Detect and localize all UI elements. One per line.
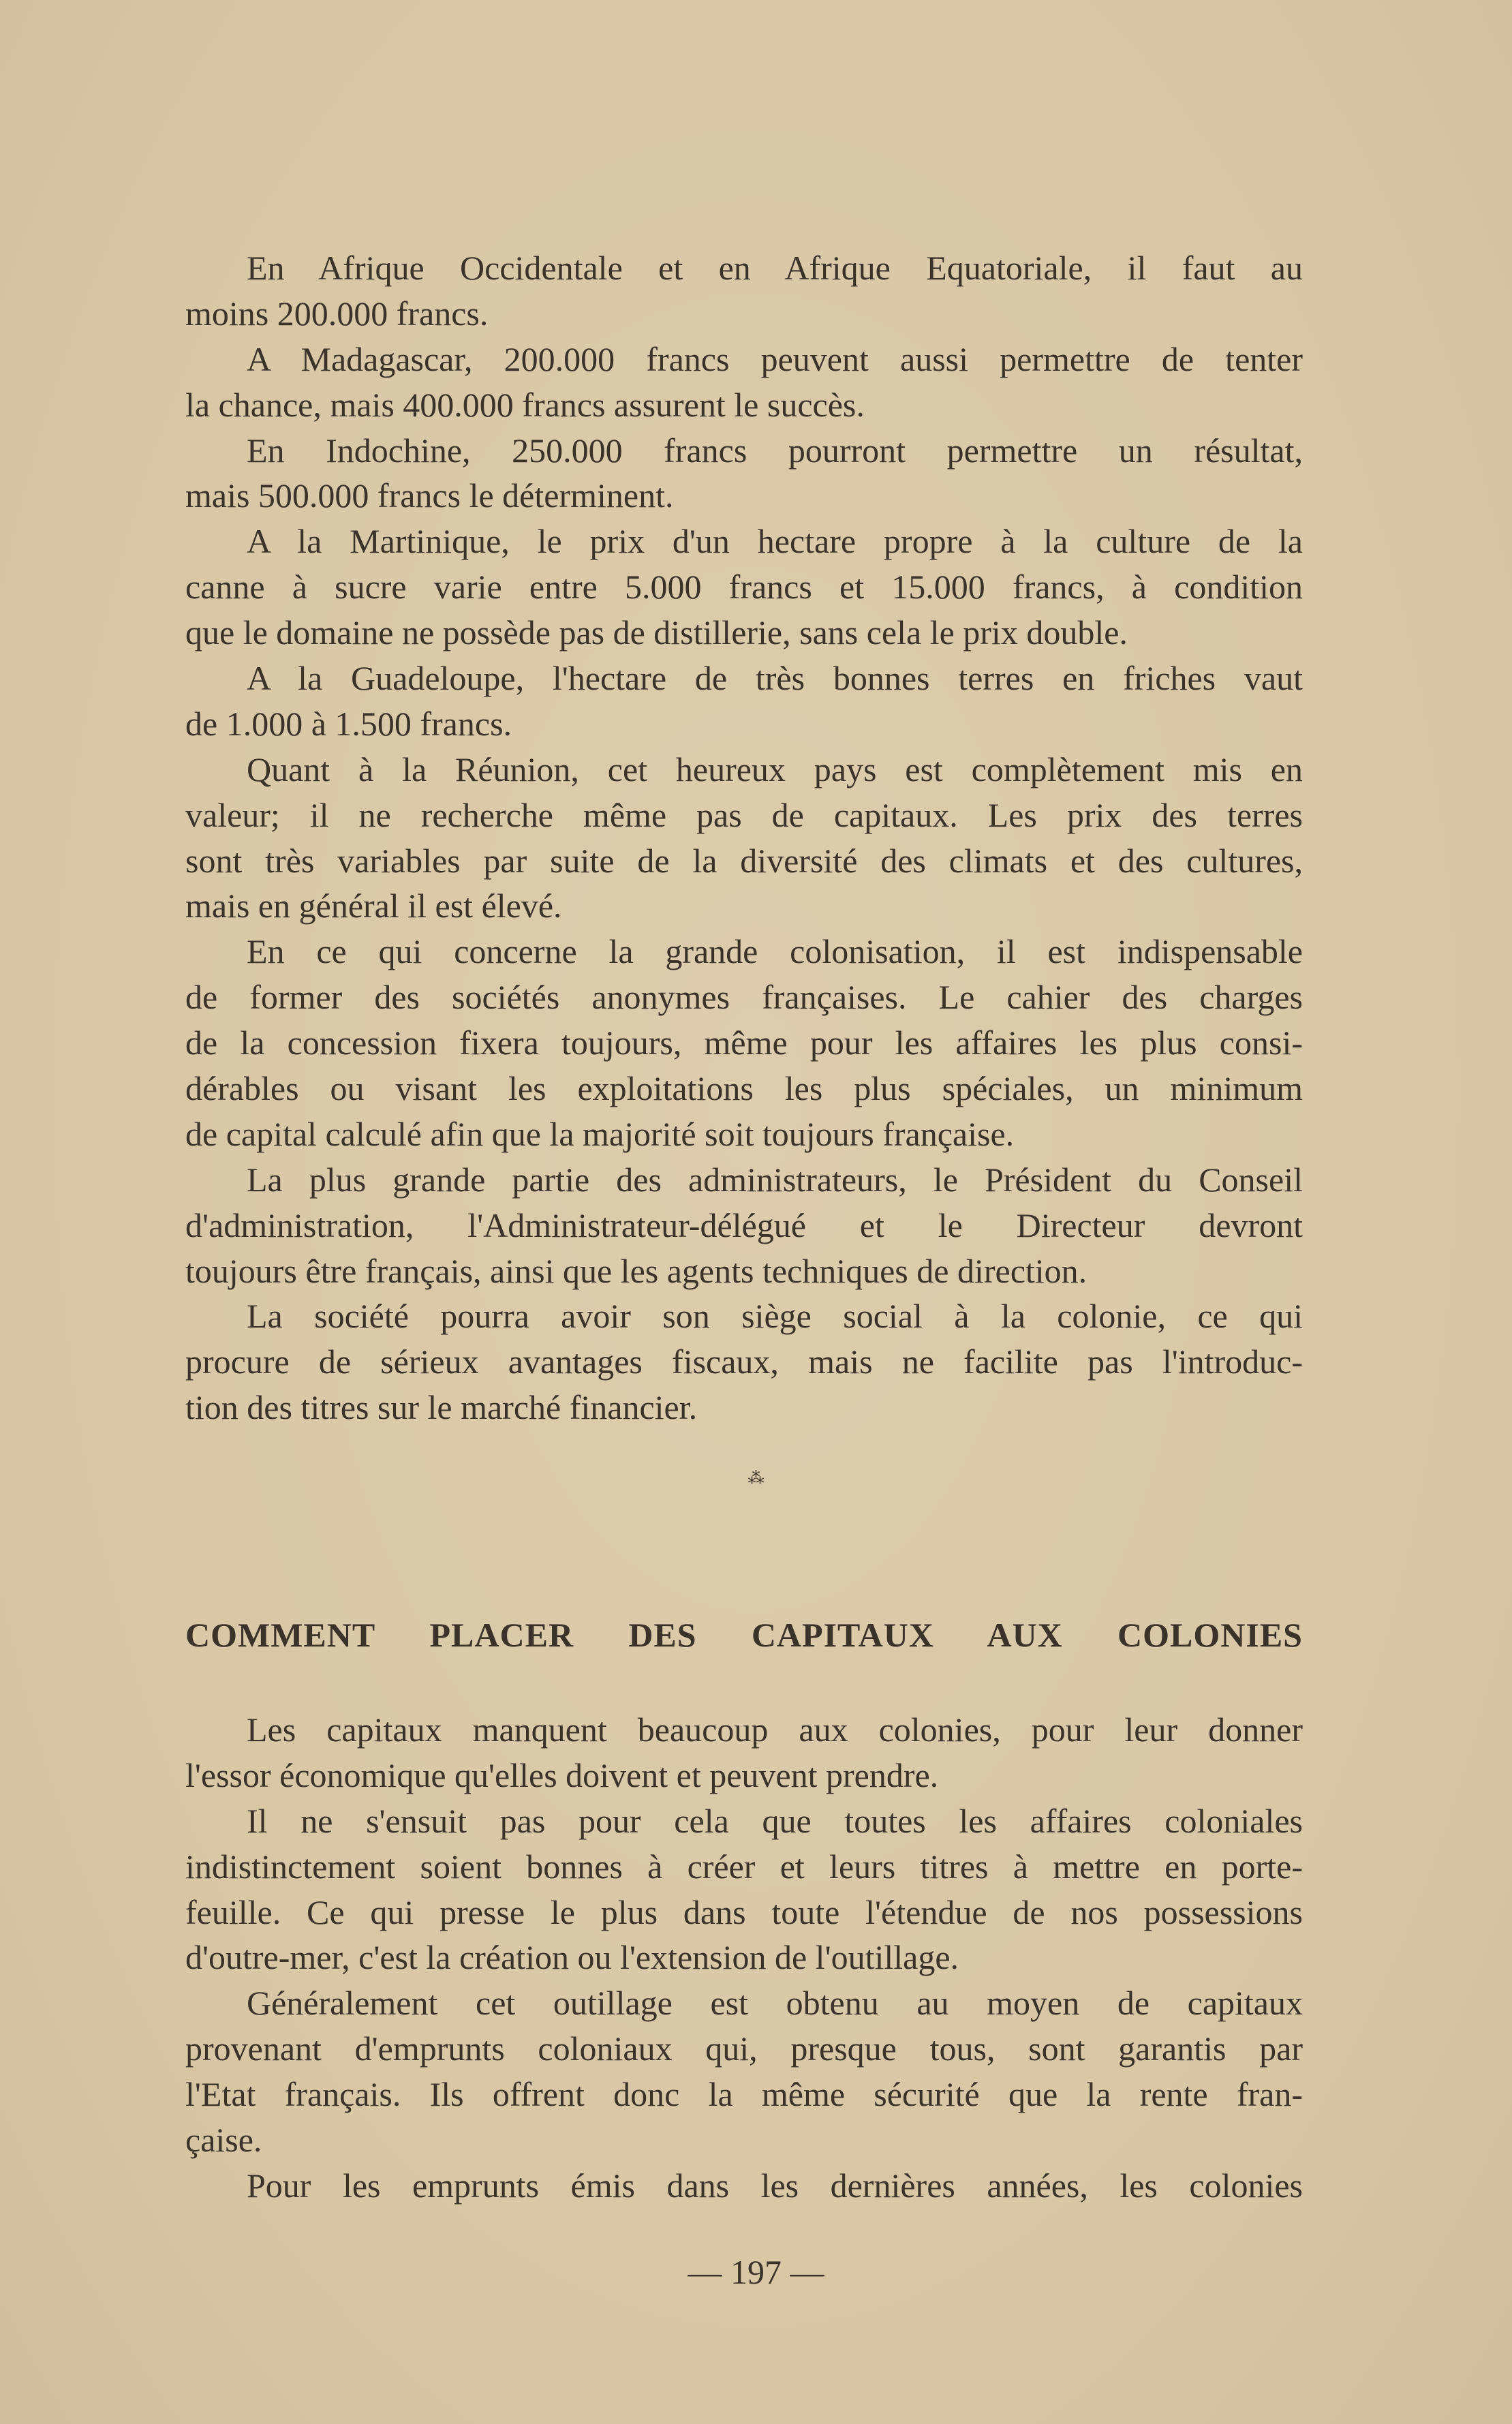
text-line: Quant à la Réunion, cet heureux pays est complètement mis en bbox=[247, 750, 1303, 788]
text-line: de former des sociétés anonymes françaises. Le cahier des charges bbox=[185, 978, 1303, 1017]
paragraph bbox=[185, 2163, 1303, 2209]
text-line: feuille. Ce qui presse le plus dans toute l'étendue de nos possessions bbox=[185, 1892, 1303, 1931]
paragraph bbox=[185, 1798, 1303, 1981]
paragraph bbox=[185, 1980, 1303, 2163]
text-line: d'administration, l'Administrateur-délégué et le Directeur devront bbox=[185, 1206, 1303, 1244]
text-line: En ce qui concerne la grande colonisation, il est indispensable bbox=[247, 932, 1303, 971]
text-line: de la concession fixera toujours, même pour les affaires les plus consi- bbox=[185, 1024, 1303, 1062]
text-line: toujours être français, ainsi que les agents techniques de direction. bbox=[185, 1251, 1087, 1290]
text-line: procure de sérieux avantages fiscaux, mais ne facilite pas l'introduc- bbox=[185, 1343, 1303, 1381]
paragraph bbox=[185, 656, 1303, 747]
text-line: çaise. bbox=[185, 2121, 262, 2160]
text-line: Les capitaux manquent beaucoup aux colonies, pour leur donner bbox=[247, 1710, 1303, 1749]
text-line: A Madagascar, 200.000 francs peuvent aussi permettre de tenter bbox=[247, 339, 1303, 378]
text-line: mais en général il est élevé. bbox=[185, 887, 562, 925]
text-line: moins 200.000 francs. bbox=[185, 294, 489, 333]
page-number: — 197 — bbox=[688, 2253, 824, 2291]
paragraph bbox=[185, 1293, 1303, 1430]
text-line: tion des titres sur le marché financier. bbox=[185, 1388, 698, 1427]
text-line: d'outre-mer, c'est la création ou l'extension de l'outillage. bbox=[185, 1938, 959, 1977]
text-line: La société pourra avoir son siège social à la colonie, ce qui bbox=[247, 1297, 1303, 1336]
text-line: la chance, mais 400.000 francs assurent le succès. bbox=[185, 385, 865, 424]
text-line: En Afrique Occidentale et en Afrique Equatoriale, il faut au bbox=[247, 249, 1303, 287]
text-line: valeur; il ne recherche même pas de capitaux. Les prix des terres bbox=[185, 795, 1303, 834]
text-line: que le domaine ne possède pas de distillerie, sans cela le prix double. bbox=[185, 613, 1128, 652]
text-line: dérables ou visant les exploitations les plus spéciales, un minimum bbox=[185, 1069, 1303, 1108]
text-line: de capital calculé afin que la majorité soit toujours française. bbox=[185, 1114, 1015, 1153]
body-text-section-1 bbox=[185, 245, 1303, 1430]
text-line: indistinctement soient bonnes à créer et leurs titres à mettre en porte- bbox=[185, 1847, 1303, 1886]
text-line: provenant d'emprunts coloniaux qui, presque tous, sont garantis par bbox=[185, 2029, 1303, 2068]
section-heading: COMMENT PLACER DES CAPITAUX AUX COLONIES bbox=[185, 1616, 1303, 1654]
text-line: canne à sucre varie entre 5.000 francs et 15.000 francs, à condition bbox=[185, 568, 1303, 607]
text-line: sont très variables par suite de la diversité des climats et des cultures, bbox=[185, 841, 1303, 880]
text-line: La plus grande partie des administrateurs, le Président du Conseil bbox=[247, 1160, 1303, 1199]
text-line: A la Martinique, le prix d'un hectare propre à la culture de la bbox=[247, 522, 1303, 561]
paragraph bbox=[185, 428, 1303, 519]
text-line: l'Etat français. Ils offrent donc la même sécurité que la rente fran- bbox=[185, 2075, 1303, 2114]
text-line: Il ne s'ensuit pas pour cela que toutes les affaires coloniales bbox=[247, 1801, 1303, 1840]
paragraph bbox=[185, 1707, 1303, 1798]
body-text-section-2 bbox=[185, 1707, 1303, 2209]
paragraph bbox=[185, 337, 1303, 428]
text-line: de 1.000 à 1.500 francs. bbox=[185, 704, 512, 743]
section-separator-asterism: ⁂ bbox=[747, 1470, 765, 1488]
text-line: mais 500.000 francs le déterminent. bbox=[185, 476, 674, 515]
text-line: A la Guadeloupe, l'hectare de très bonnes terres en friches vaut bbox=[247, 659, 1303, 698]
paragraph bbox=[185, 1157, 1303, 1294]
text-line: Généralement cet outillage est obtenu au moyen de capitaux bbox=[247, 1984, 1303, 2023]
paragraph bbox=[185, 747, 1303, 930]
text-line: Pour les emprunts émis dans les dernières années, les colonies bbox=[247, 2166, 1303, 2205]
paragraph bbox=[185, 929, 1303, 1156]
paragraph bbox=[185, 245, 1303, 337]
text-line: l'essor économique qu'elles doivent et peuvent prendre. bbox=[185, 1755, 939, 1794]
text-line: En Indochine, 250.000 francs pourront permettre un résultat, bbox=[247, 431, 1303, 470]
paragraph bbox=[185, 519, 1303, 656]
